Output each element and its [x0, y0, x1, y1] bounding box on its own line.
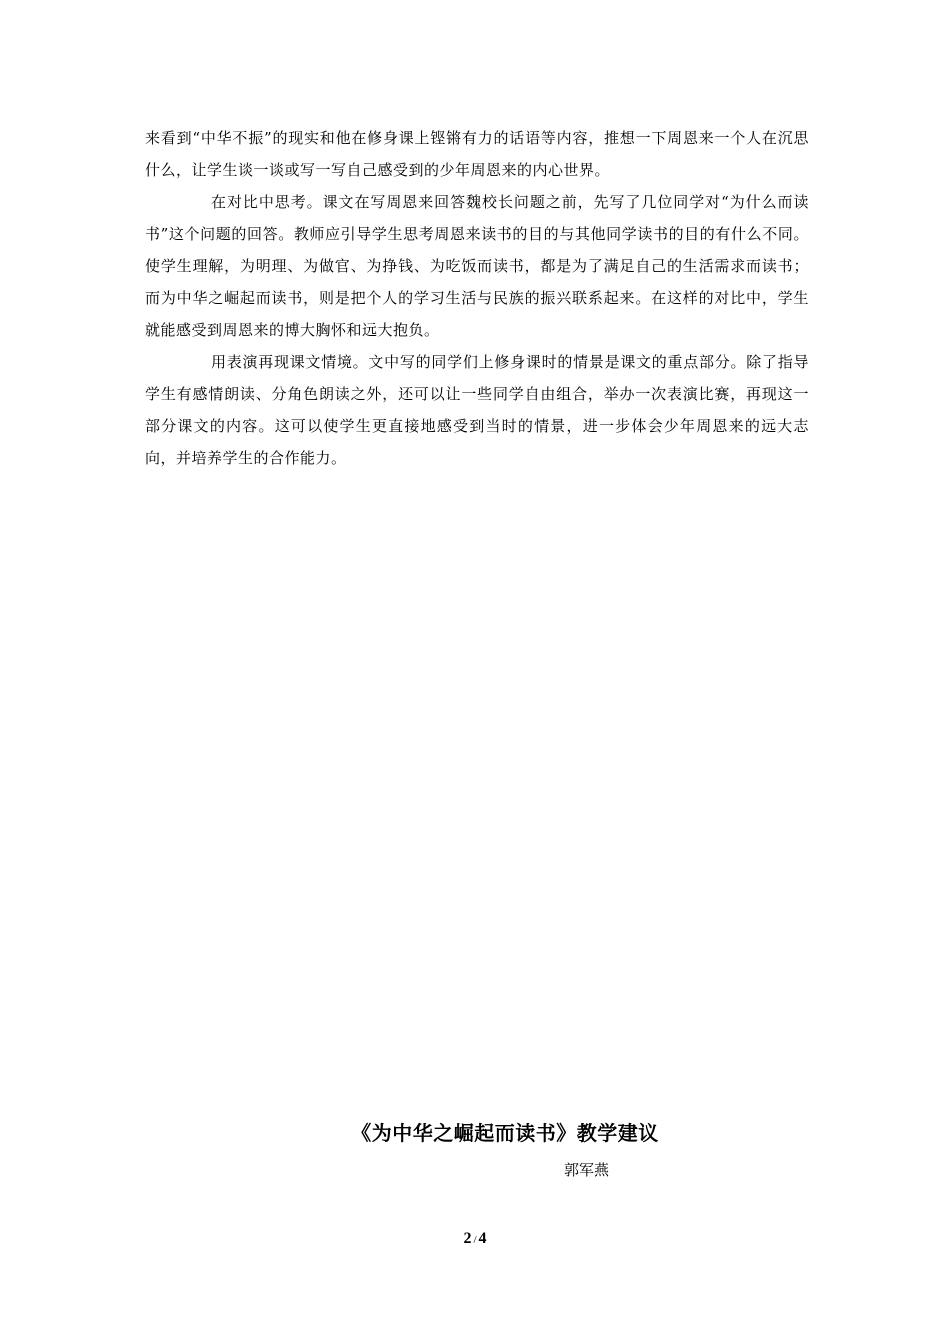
page-current: 2: [463, 1230, 472, 1247]
paragraph-contrast-thinking: 在对比中思考。课文在写周恩来回答魏校长问题之前，先写了几位同学对“为什么而读书”这个问题的回答。教师应引导学生思考周恩来读书的目的与其他同学读书的目的有什么不同。使学生理解，为明理、为做官、为挣钱、为吃饭而读书，都是为了满足自己的生活需求而读书；而为中华之崛起而读书，则是把个人的学习生活与民族的振兴联系起来。在这样的对比中，学生就能感受到周恩来的博大胸怀和远大抱负。: [145, 193, 809, 339]
paragraph-continuation: 来看到“中华不振”的现实和他在修身课上铿锵有力的话语等内容，推想一下周恩来一个人在沉思什么，让学生谈一谈或写一写自己感受到的少年周恩来的内心世界。: [145, 129, 809, 179]
paragraph-performance: 用表演再现课文情境。文中写的同学们上修身课时的情景是课文的重点部分。除了指导学生有感情朗读、分角色朗读之外，还可以让一些同学自由组合，举办一次表演比赛，再现这一部分课文的内容。这可以使学生更直接地感受到当时的情景，进一步体会少年周恩来的远大志向，并培养学生的合作能力。: [145, 353, 809, 467]
page-separator: /: [473, 1234, 477, 1246]
author-name: 郭军燕: [564, 1161, 610, 1179]
section-title: 《为中华之崛起而读书》教学建议: [351, 1121, 659, 1145]
page-total: 4: [478, 1230, 487, 1247]
page-number: [0, 1226, 950, 1253]
body-text: [145, 122, 809, 474]
